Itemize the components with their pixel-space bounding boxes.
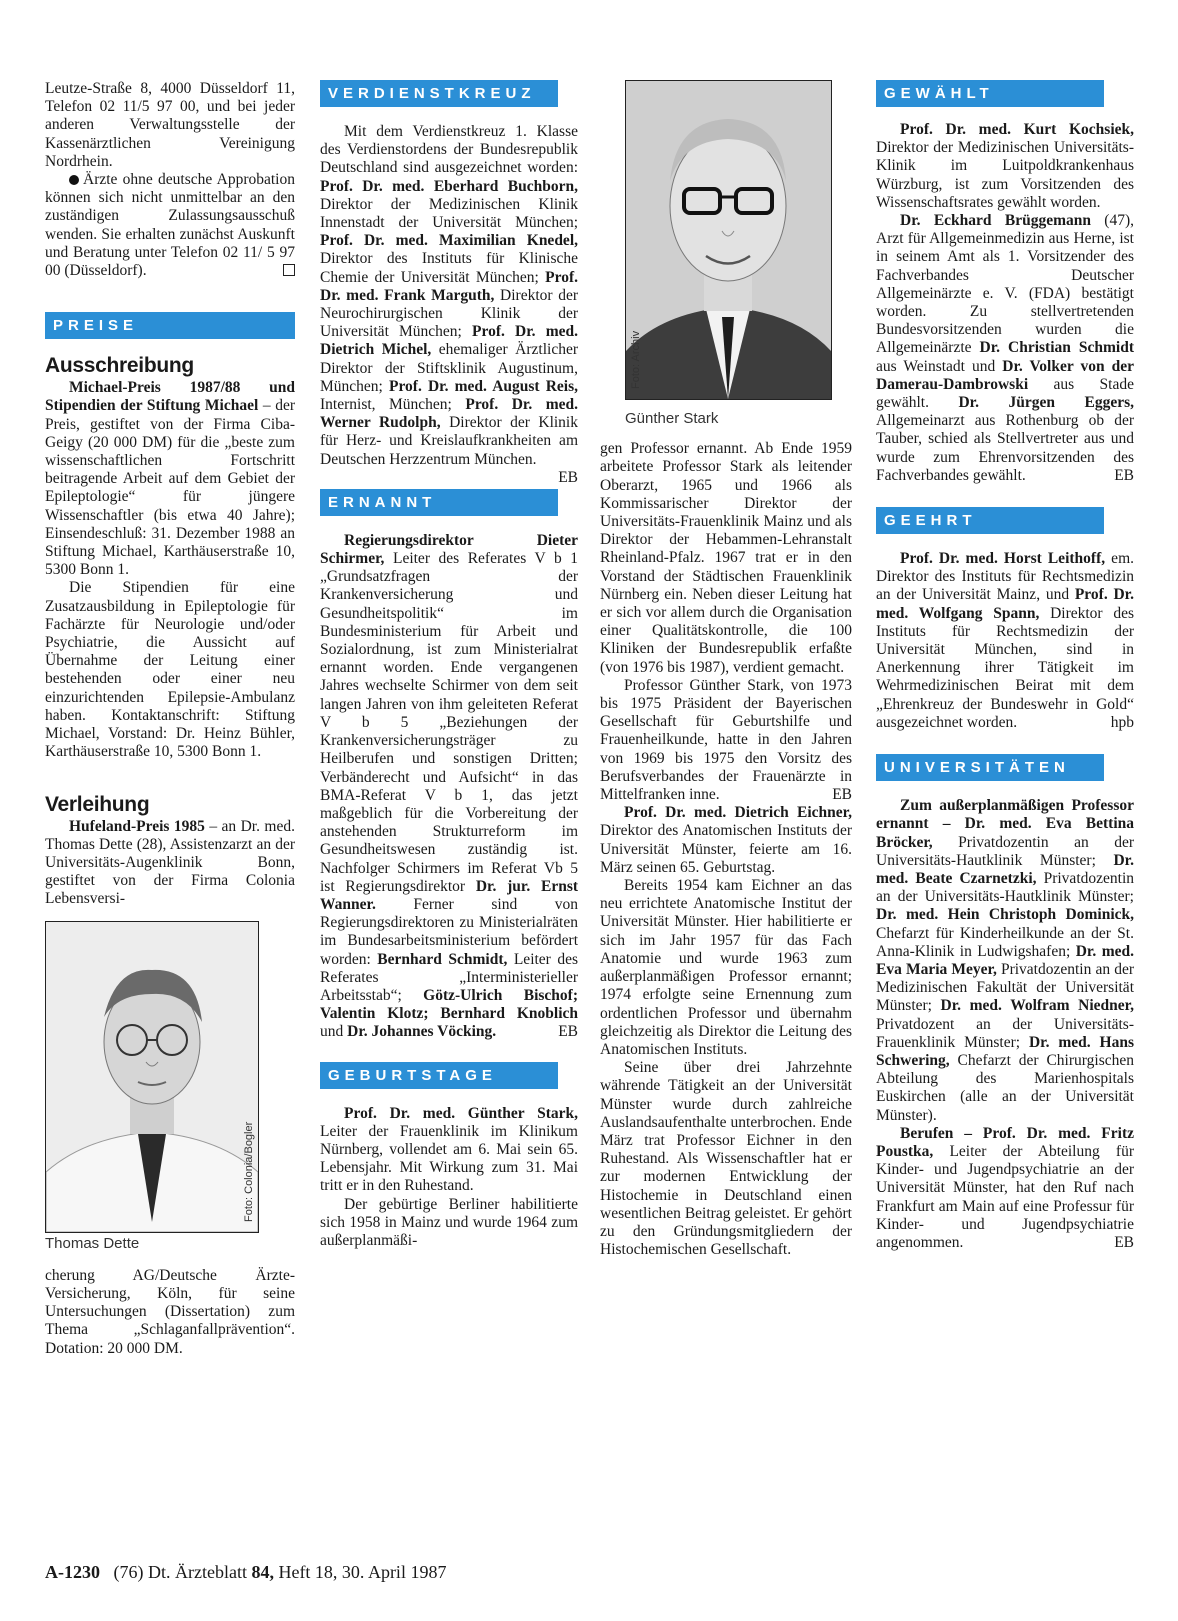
- portrait-image: [626, 81, 831, 399]
- section-bar-gewaehlt: GEWÄHLT: [876, 80, 1104, 107]
- issue-info: Heft 18, 30. April 1987: [278, 1562, 447, 1582]
- signature: EB: [558, 468, 578, 486]
- eichner-paragraph-2: Bereits 1954 kam Eichner an das neu errichtete Anatomische Institut der Universität Münster. Hier habilitierte er sich im Jahr 1957 für das Fach Anatomie und wurde 1963 zum außerplanmäßigen Professor ernannt; 1974 erfolgte seine Ernennung zum ordentlichen Professor und übernahm gleichzeitig als Direktor die Leitung des Anatomischen Instituts.: [600, 877, 852, 1058]
- section-bar-geburtstage: GEBURTSTAGE: [320, 1062, 558, 1089]
- universitaeten-paragraph-1: Zum außerplanmäßigen Professor ernannt – Dr. med. Eva Bettina Bröcker, Privatdozentin an der Universitäts-Hautklinik Münster; Dr. med. Beate Czarnetzki, Privatdozentin an der Universitäts-Hautklinik Münster; Dr. med. Hein Christoph Dominick, Chefarzt für Kinderheilkunde an der St. Anna-Klinik in Ludwigshafen; Dr. med. Eva Maria Meyer, Privatdozentin an der Medizinischen Fakultät der Universität Münster; Dr. med. Wolfram Niedner, Privatdozent an der Universitäts-Frauenklinik Münster; Dr. med. Hans Schwering, Chefarzt der Chirurgischen Abteilung des Marienhospitals Euskirchen (alle an der Universität Münster).: [876, 797, 1134, 1124]
- hufeland-paragraph: Hufeland-Preis 1985 – an Dr. med. Thomas Dette (28), Assistenzarzt an der Universitäts-Augenklinik Bonn, gestiftet von der Firma Colonia Lebensversi-: [45, 817, 295, 908]
- end-mark-icon: [283, 264, 295, 276]
- ernannt-paragraph: Regierungsdirektor Dieter Schirmer, Leiter des Referates V b 1 „Grundsatzfragen der Krankenversicherung und Gesundheitspolitik“ im Bundesministerium für Arbeit und Sozialordnung, ist zum Ministerialrat ernannt worden. Ende vergangenen Jahres wechselte Schirmer von dem seit langen Jahren von ihm geleiteten Referat V b 5 „Beziehungen der Krankenversicherungsträger zu Heilberufen und sonstigen Dritten; Verbänderecht und Aufsicht“ in das BMA-Referat V b 1, das jetzt maßgeblich für die Vorbereitung der anstehenden Strukturreform im Gesundheitswesen zuständig ist. Nachfolger Schirmers im Referat Vb 5 ist Regierungsdirektor Dr. jur. Ernst Wanner. Ferner sind von Regierungsdirektoren zu Ministerialräten im Bundesarbeitsministerium befördert worden: Bernhard Schmidt, Leiter des Referates „Interministerieller Arbeitsstab“; Götz-Ulrich Bischof; Valentin Klotz; Bernhard Knoblich und Dr. Johannes Vöcking. EB: [320, 531, 579, 1041]
- geburtstage-paragraph-2: Der gebürtige Berliner habilitierte sich 1958 in Mainz und wurde 1964 zum außerplanmäßi-: [320, 1195, 578, 1249]
- signature: EB: [832, 786, 852, 804]
- column-4: [876, 80, 1134, 1252]
- section-bar-universitaeten: UNIVERSITÄTEN: [876, 754, 1104, 781]
- photo-thomas-dette: [45, 921, 259, 1233]
- eichner-paragraph-3: Seine über drei Jahrzehnte währende Tätigkeit an der Universität Münster wurde durch zahlreiche Auslandsaufenthalte unterbrochen. Ende März trat Professor Eichner in den Ruhestand. Als Wissenschaftler hat er zur modernen Entwicklung der Histochemie in Deutschland einen wesentlichen Beitrag geleistet. Er gehört zu den Gründungsmitgliedern der Histochemischen Gesellschaft.: [600, 1059, 852, 1259]
- journal-name: (76) Dt. Ärzteblatt: [113, 1562, 247, 1582]
- approbation-paragraph: Ärzte ohne deutsche Approbation können sich nicht unmittelbar an den zuständigen Zulassungsausschuß wenden. Sie erhalten zunächst Auskunft und Beratung unter Telefon 02 11/ 5 97 00 (Düsseldorf).: [45, 171, 295, 280]
- universitaeten-paragraph-2: Berufen – Prof. Dr. med. Fritz Poustka, Leiter der Abteilung für Kinder- und Jugendpsychiatrie an der Universität Münster, hat den Ruf nach Frankfurt am Main auf eine Professur für Kinder- und Jugendpsychiatrie angenommen. EB: [876, 1124, 1134, 1251]
- section-bar-verdienstkreuz: VERDIENSTKREUZ: [320, 80, 558, 107]
- photo-credit: Foto: Archiv: [630, 330, 642, 389]
- stark-paragraph-2: Professor Günther Stark, von 1973 bis 1975 Präsident der Bayerischen Gesellschaft für Geburtshilfe und Frauenheilkunde, hatte in den Jahren von 1969 bis 1975 den Vorsitz des Berufsverbandes der Frauenärzte in Mittelfranken inne. EB: [600, 676, 852, 804]
- address-paragraph: Leutze-Straße 8, 4000 Düsseldorf 11, Telefon 02 11/5 97 00, und bei jeder anderen Verwaltungsstelle der Kassenärztlichen Vereinigung Nordrhein.: [45, 80, 295, 170]
- hufeland-continued: cherung AG/Deutsche Ärzte-Versicherung, Köln, für seine Untersuchungen (Dissertation) zum Thema „Schlaganfallprävention“. Dotation: 20 000 DM.: [45, 1266, 295, 1357]
- gewaehlt-paragraph-1: Prof. Dr. med. Kurt Kochsiek, Direktor der Medizinischen Universitäts-Klinik im Luitpoldkrankenhaus Würzburg, ist zum Vorsitzenden des Wissenschaftsrates gewählt worden.: [876, 121, 1134, 211]
- photo-credit: Foto: Colonia/Bogler: [243, 1121, 255, 1222]
- page-number: A-1230: [45, 1562, 100, 1582]
- volume-number: 84,: [251, 1562, 274, 1582]
- photo-guenther-stark: [625, 80, 832, 400]
- signature: EB: [1114, 466, 1134, 484]
- geburtstage-paragraph: Prof. Dr. med. Günther Stark, Leiter der Frauenklinik im Klinikum Nürnberg, vollendet am 6. Mai sein 65. Lebensjahr. Mit Wirkung zum 31. Mai tritt er in den Ruhestand.: [320, 1104, 578, 1195]
- column-3: [600, 80, 852, 1259]
- stark-paragraph-1: gen Professor ernannt. Ab Ende 1959 arbeitete Professor Stark als leitender Oberarzt, 1965 und 1966 als Kommissarischer Direktor der Universitäts-Frauenklinik Mainz und als Direktor der Hebammen-Lehranstalt Rheinland-Pfalz. 1967 trat er in den Vorstand der Städtischen Frauenklinik Nürnberg ein. Neben dieser Leitung hat er sich vor allem durch die Organisation einer Qualitätskontrolle, die 100 Kliniken der Bundesrepublik erfaßte (von 1976 bis 1987), verdient gemacht.: [600, 440, 852, 676]
- signature: hpb: [1110, 713, 1134, 731]
- verdienstkreuz-paragraph: Mit dem Verdienstkreuz 1. Klasse des Verdienstordens der Bundesrepublik Deutschland sind ausgezeichnet worden: Prof. Dr. med. Eberhard Buchborn, Direktor der Medizinischen Klinik Innenstadt der Universität München; Prof. Dr. med. Maximilian Knedel, Direktor des Instituts für Klinische Chemie der Universität München; Prof. Dr. med. Frank Marguth, Direktor der Neurochirurgischen Klinik der Universität München; Prof. Dr. med. Dietrich Michel, ehemaliger Ärztlicher Direktor der Stiftsklinik Augustinum, München; Prof. Dr. med. August Reis, Internist, München; Prof. Dr. med. Werner Rudolph, Direktor der Klinik für Herz- und Kreislaufkrankheiten am Deutschen Herzzentrum München. EB: [320, 123, 578, 486]
- heading-ausschreibung: Ausschreibung: [45, 354, 194, 378]
- signature: EB: [558, 1023, 578, 1041]
- eichner-paragraph-1: Prof. Dr. med. Dietrich Eichner, Direktor des Anatomischen Instituts der Universität Münster, feierte am 16. März seinen 65. Geburtstag.: [600, 804, 852, 876]
- stipendien-paragraph: Die Stipendien für eine Zusatzausbildung in Epileptologie für Fachärzte für Neurologie und/oder Psychiatrie, die Aussicht auf Übernahme der Leitung einer bestehenden oder einer neu einzurichtenden Epilepsie-Ambulanz haben. Kontaktanschrift: Stiftung Michael, Vorstand: Dr. Heinz Bühler, Karthäuserstraße 10, 5300 Bonn 1.: [45, 579, 295, 761]
- michael-preis-paragraph: Michael-Preis 1987/88 und Stipendien der Stiftung Michael – der Preis, gestiftet von der Firma Ciba-Geigy (20 000 DM) für die „beste zum wissenschaftlichen Fortschritt beitragende Arbeit auf dem Gebiet der Epileptologie“ für jüngere Wissenschaftler (bis etwa 40 Jahre); Einsendeschluß: 31. Dezember 1988 an Stiftung Michael, Karthäuserstraße 10, 5300 Bonn 1.: [45, 379, 295, 579]
- photo-caption: Günther Stark: [625, 410, 719, 427]
- section-bar-ernannt: ERNANNT: [320, 489, 558, 516]
- photo-caption: Thomas Dette: [45, 1234, 140, 1252]
- signature: EB: [1114, 1233, 1134, 1251]
- gewaehlt-paragraph-2: Dr. Eckhard Brüggemann (47), Arzt für Allgemeinmedizin aus Herne, ist in seinem Amt als 1. Vorsitzender des Fachverbandes Deutscher Allgemeinärzte e. V. (FDA) bestätigt worden. Zu stellvertretenden Bundesvorsitzenden wurden die Allgemeinärzte Dr. Christian Schmidt aus Weinstadt und Dr. Volker von der Damerau-Dambrowski aus Stade gewählt. Dr. Jürgen Eggers, Allgemeinarzt aus Rothenburg ob der Tauber, schied als Stellvertreter aus und wurde zum Ehrenvorsitzenden des Fachverbandes gewählt. EB: [876, 212, 1134, 484]
- page-footer: [45, 1562, 446, 1583]
- heading-verleihung: Verleihung: [45, 792, 150, 816]
- bullet-icon: [69, 175, 79, 185]
- column-2: [320, 80, 578, 1250]
- geehrt-paragraph: Prof. Dr. med. Horst Leithoff, em. Direktor des Instituts für Rechtsmedizin an der Universität Mainz, und Prof. Dr. med. Wolfgang Spann, Direktor des Instituts für Rechtsmedizin der Universität München, sind in Anerkennung ihrer Tätigkeit im Wehrmedizinischen Beirat mit dem „Ehrenkreuz der Bundeswehr in Gold“ ausgezeichnet worden. hpb: [876, 550, 1134, 731]
- section-bar-geehrt: GEEHRT: [876, 507, 1104, 534]
- column-1: [45, 80, 295, 1358]
- section-bar-preise: PREISE: [45, 312, 295, 339]
- portrait-image: [46, 922, 258, 1232]
